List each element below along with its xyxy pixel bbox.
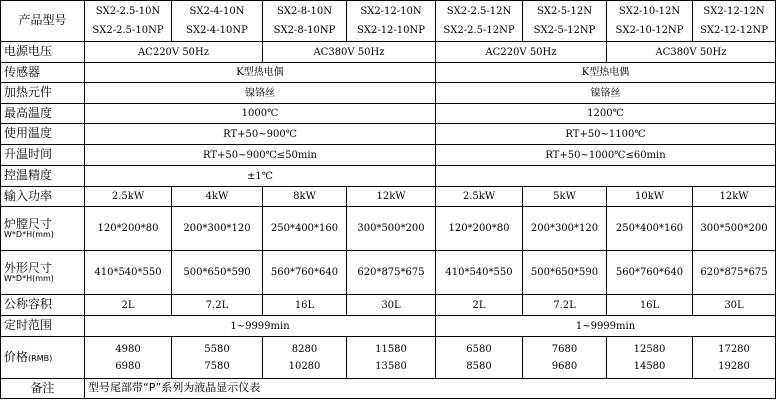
- label-model: 产品型号: [1, 1, 85, 42]
- volume-cell: 16L: [607, 295, 693, 316]
- remark-cell: 型号尾部带“P”系列为液晶显示仪表: [85, 379, 776, 399]
- label-outer: 外形尺寸 W*D*H(mm): [1, 251, 85, 295]
- label-chamber: 炉膛尺寸 W*D*H(mm): [1, 207, 85, 251]
- price-cell: 17280 19280: [693, 337, 776, 379]
- volume-cell: 30L: [347, 295, 436, 316]
- label-heat-time: 升温时间: [1, 145, 85, 166]
- label-power: 输入功率: [1, 187, 85, 207]
- label-timer: 定时范围: [1, 316, 85, 337]
- chamber-cell: 120*200*80: [85, 207, 172, 251]
- row-volume: [1, 295, 776, 316]
- power-cell: 2.5kW: [85, 187, 172, 207]
- chamber-cell: 120*200*80: [436, 207, 523, 251]
- label-max-temp: 最高温度: [1, 104, 85, 124]
- chamber-cell: 300*500*200: [347, 207, 436, 251]
- power-cell: 2.5kW: [436, 187, 523, 207]
- model-cell: SX2-2.5-10N SX2-2.5-10NP: [85, 1, 172, 42]
- label-outer-unit: W*D*H(mm): [4, 273, 54, 283]
- outer-cell: 560*760*640: [263, 251, 347, 295]
- price-cell: 11580 13580: [347, 337, 436, 379]
- outer-cell: 410*540*550: [436, 251, 523, 295]
- heater-cell: 镍铬丝: [436, 83, 776, 104]
- price-cell: 4980 6980: [85, 337, 172, 379]
- label-volume: 公称容积: [1, 295, 85, 316]
- label-heater: 加热元件: [1, 83, 85, 104]
- row-heat-time: [1, 145, 776, 166]
- row-timer: [1, 316, 776, 337]
- power-cell: 4kW: [172, 187, 263, 207]
- outer-cell: 620*875*675: [693, 251, 776, 295]
- label-chamber-unit: W*D*H(mm): [4, 229, 54, 239]
- voltage-cell: AC220V 50Hz: [436, 42, 607, 63]
- heater-cell: 镍铬丝: [85, 83, 436, 104]
- sensor-cell: K型热电偶: [85, 63, 436, 83]
- model-cell: SX2-12-10N SX2-12-10NP: [347, 1, 436, 42]
- outer-cell: 500*650*590: [172, 251, 263, 295]
- sensor-cell: K型热电偶: [436, 63, 776, 83]
- model-cell: SX2-12-12N SX2-12-12NP: [693, 1, 776, 42]
- power-cell: 5kW: [523, 187, 607, 207]
- price-cell: 8280 10280: [263, 337, 347, 379]
- model-cell: SX2-2.5-12N SX2-2.5-12NP: [436, 1, 523, 42]
- price-cell: 12580 14580: [607, 337, 693, 379]
- label-accuracy: 控温精度: [1, 166, 85, 187]
- label-price-unit: (RMB): [28, 353, 53, 363]
- timer-cell: 1~9999min: [436, 316, 776, 337]
- max-temp-cell: 1000℃: [85, 104, 436, 124]
- model-cell: SX2-5-12N SX2-5-12NP: [523, 1, 607, 42]
- row-remark: [1, 379, 776, 399]
- accuracy-empty-cell: [436, 166, 776, 187]
- label-use-temp: 使用温度: [1, 124, 85, 145]
- row-max-temp: [1, 104, 776, 124]
- price-cell: 6580 8580: [436, 337, 523, 379]
- outer-cell: 500*650*590: [523, 251, 607, 295]
- row-accuracy: [1, 166, 776, 187]
- voltage-cell: AC220V 50Hz: [85, 42, 263, 63]
- use-temp-cell: RT+50~900℃: [85, 124, 436, 145]
- volume-cell: 2L: [436, 295, 523, 316]
- heat-time-cell: RT+50~1000℃≤60min: [436, 145, 776, 166]
- price-cell: 5580 7580: [172, 337, 263, 379]
- power-cell: 8kW: [263, 187, 347, 207]
- chamber-cell: 250*400*160: [263, 207, 347, 251]
- row-sensor: [1, 63, 776, 83]
- volume-cell: 30L: [693, 295, 776, 316]
- label-sensor: 传感器: [1, 63, 85, 83]
- chamber-cell: 200*300*120: [172, 207, 263, 251]
- accuracy-cell: ±1℃: [85, 166, 436, 187]
- power-cell: 10kW: [607, 187, 693, 207]
- max-temp-cell: 1200℃: [436, 104, 776, 124]
- row-price: [1, 337, 776, 379]
- voltage-cell: AC380V 50Hz: [607, 42, 776, 63]
- chamber-cell: 200*300*120: [523, 207, 607, 251]
- voltage-cell: AC380V 50Hz: [263, 42, 436, 63]
- label-remark: 备注: [1, 379, 85, 399]
- volume-cell: 7.2L: [172, 295, 263, 316]
- volume-cell: 16L: [263, 295, 347, 316]
- model-cell: SX2-10-12N SX2-10-12NP: [607, 1, 693, 42]
- row-use-temp: [1, 124, 776, 145]
- row-model: [1, 1, 776, 42]
- chamber-cell: 300*500*200: [693, 207, 776, 251]
- volume-cell: 7.2L: [523, 295, 607, 316]
- row-outer: [1, 251, 776, 295]
- row-chamber: [1, 207, 776, 251]
- timer-cell: 1~9999min: [85, 316, 436, 337]
- power-cell: 12kW: [693, 187, 776, 207]
- use-temp-cell: RT+50~1100℃: [436, 124, 776, 145]
- heat-time-cell: RT+50~900℃≤50min: [85, 145, 436, 166]
- price-cell: 7680 9680: [523, 337, 607, 379]
- volume-cell: 2L: [85, 295, 172, 316]
- row-power: [1, 187, 776, 207]
- outer-cell: 620*875*675: [347, 251, 436, 295]
- row-voltage: [1, 42, 776, 63]
- row-heater: [1, 83, 776, 104]
- power-cell: 12kW: [347, 187, 436, 207]
- label-price: 价格(RMB): [1, 337, 85, 379]
- model-cell: SX2-8-10N SX2-8-10NP: [263, 1, 347, 42]
- model-cell: SX2-4-10N SX2-4-10NP: [172, 1, 263, 42]
- chamber-cell: 250*400*160: [607, 207, 693, 251]
- outer-cell: 410*540*550: [85, 251, 172, 295]
- outer-cell: 560*760*640: [607, 251, 693, 295]
- label-voltage: 电源电压: [1, 42, 85, 63]
